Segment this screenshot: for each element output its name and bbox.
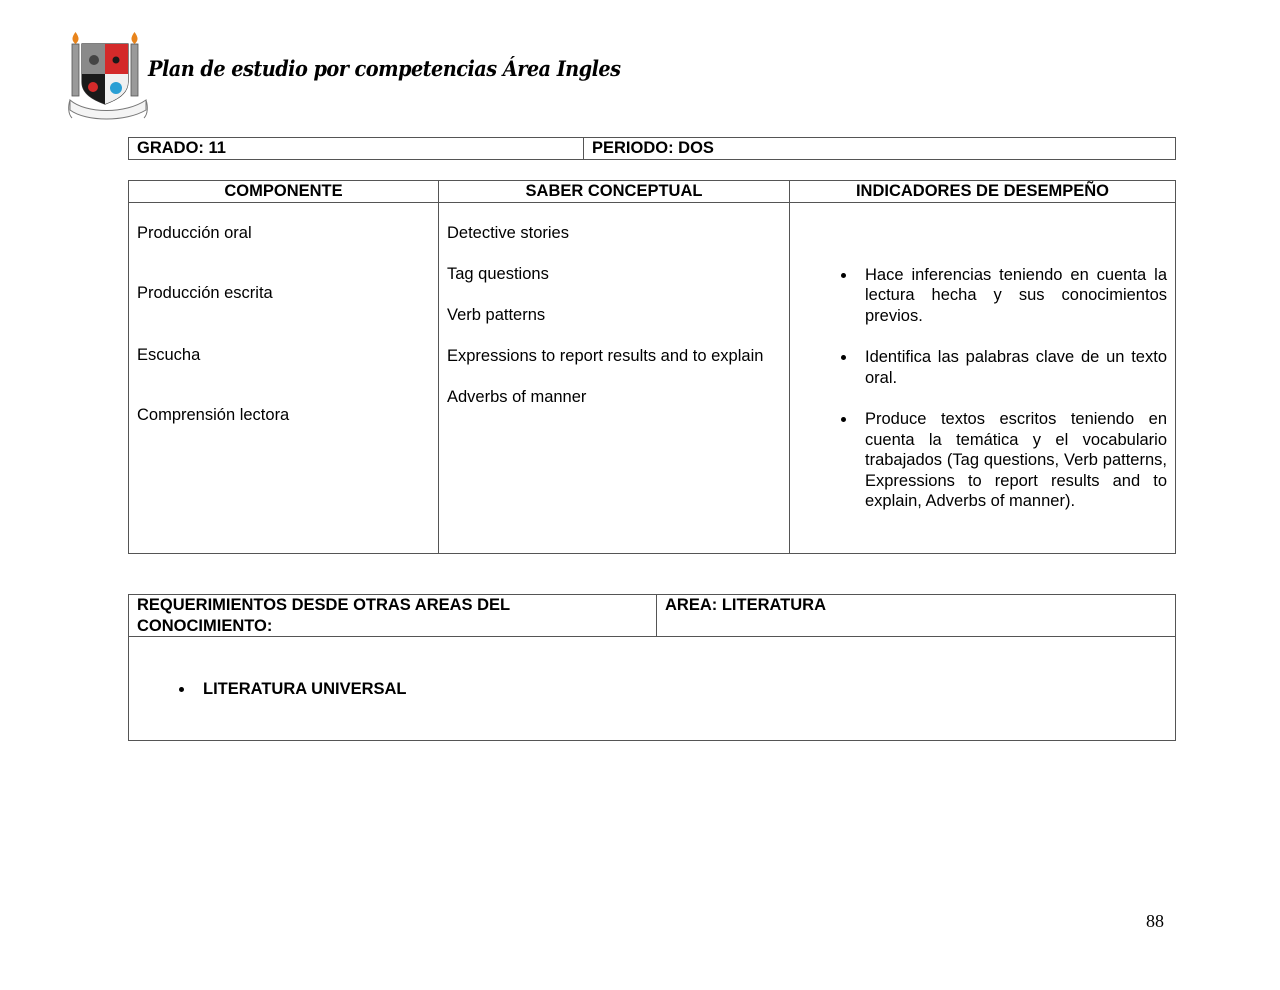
indicadores-cell xyxy=(790,202,1176,553)
header-indicadores: INDICADORES DE DESEMPEÑO xyxy=(790,181,1176,203)
list-item: • Hace inferencias teniendo en cuenta la lectura hecha y sus conocimientos previos. xyxy=(857,265,1167,327)
requirements-area: AREA: LITERATURA xyxy=(657,595,1176,637)
saber-list xyxy=(447,223,781,408)
list-item: Producción oral xyxy=(137,223,252,242)
page-number: 88 xyxy=(1146,911,1164,931)
list-item: • LITERATURA UNIVERSAL xyxy=(195,679,1167,700)
list-item: Escucha xyxy=(137,345,201,364)
list-item: Comprensión lectora xyxy=(137,406,290,424)
requirements-list xyxy=(137,679,1167,700)
list-item: Tag questions xyxy=(447,264,549,283)
grade-cell: GRADO: 11 xyxy=(129,138,584,160)
list-item: Verb patterns xyxy=(447,305,546,324)
list-item: • Produce textos escritos teniendo en cuenta la temática y el vocabulario trabajados (Tag questions, Verb patterns, Expressions to report results and to explain, Adverbs of manner). xyxy=(857,409,1167,512)
school-crest-icon xyxy=(66,30,150,120)
curriculum-table xyxy=(128,180,1176,554)
list-item: Detective stories xyxy=(447,223,569,242)
indicadores-list xyxy=(798,265,1167,512)
document-header-title: Plan de estudio por competencias Área Ingles xyxy=(148,56,621,81)
requirements-body xyxy=(129,637,1176,741)
period-cell: PERIODO: DOS xyxy=(584,138,1176,160)
grade-period-table xyxy=(128,137,1176,160)
list-item: Adverbs of manner xyxy=(447,387,587,406)
requirements-title: REQUERIMIENTOS DESDE OTRAS AREAS DEL CONOCIMIENTO: xyxy=(129,595,657,637)
componente-cell xyxy=(129,202,439,553)
requirements-table xyxy=(128,594,1176,741)
header-componente: COMPONENTE xyxy=(129,181,439,203)
saber-cell xyxy=(439,202,790,553)
list-item: Expressions to report results and to explain xyxy=(447,346,764,365)
header-saber-conceptual: SABER CONCEPTUAL xyxy=(439,181,790,203)
list-item: • Identifica las palabras clave de un texto oral. xyxy=(857,347,1167,388)
list-item: Producción escrita xyxy=(137,284,273,302)
componente-list xyxy=(137,223,430,426)
